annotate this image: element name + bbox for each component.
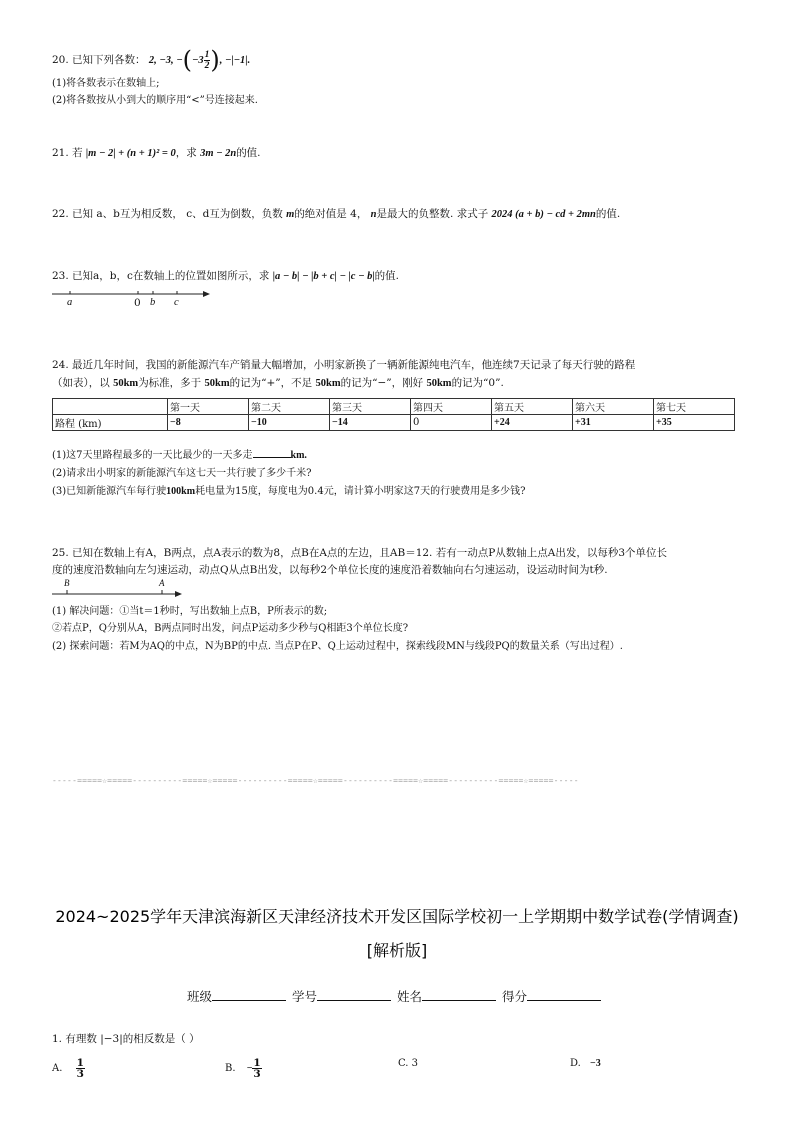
q21-mid: ，求 bbox=[175, 147, 201, 159]
frac-denominator: 3 bbox=[253, 1068, 261, 1080]
score-blank bbox=[527, 989, 601, 1001]
frac-numerator: 1 bbox=[204, 49, 210, 60]
q23-text-b: 的值. bbox=[374, 270, 399, 282]
table-cell bbox=[53, 399, 168, 415]
q24-sub1-unit: km. bbox=[290, 450, 307, 461]
q25-line1: 25. 已知在数轴上有A，B两点，点A表示的数为8，点B在A点的左边，且AB＝12. 若有一动点P从数轴上点A出发，以每秒3个单位长 bbox=[52, 547, 668, 559]
q20-prefix: 20. 已知下列各数： bbox=[52, 54, 146, 66]
q21-prefix: 21. 若 bbox=[52, 147, 86, 159]
frac-denominator: 2 bbox=[204, 60, 210, 71]
q21-target: 3m − 2n bbox=[200, 148, 237, 159]
q24-line1: 24. 最近几年时间，我国的新能源汽车产销量大幅增加，小明家新换了一辆新能源纯电汽车，他连续7天记录了每天行驶的路程 bbox=[52, 359, 636, 371]
mileage-table bbox=[52, 398, 735, 431]
question-20-stem bbox=[52, 46, 250, 74]
name-blank bbox=[422, 989, 496, 1001]
q24-l2-b: 为标准，多于 bbox=[138, 377, 205, 389]
option-b-sign: − bbox=[246, 1063, 253, 1074]
table-cell: 第四天 bbox=[411, 399, 492, 415]
option-a-fraction bbox=[76, 1058, 85, 1079]
table-cell: 第一天 bbox=[168, 399, 249, 415]
q24-sub3-a: (3)已知新能源汽车每行驶 bbox=[52, 486, 167, 497]
q20-numbers-a: 2, −3, − bbox=[148, 55, 183, 66]
option-a-label: A. bbox=[52, 1063, 63, 1074]
q22-expression: 2024 (a + b) − cd + 2mn bbox=[491, 209, 596, 220]
q23-text-a: 23. 已知a，b，c在数轴上的位置如图所示，求 bbox=[52, 270, 273, 282]
origin-label: 0 bbox=[134, 297, 141, 309]
name-label: 姓名 bbox=[397, 989, 423, 1004]
km50-b: 50km bbox=[204, 378, 230, 389]
question-21 bbox=[52, 145, 261, 160]
q24-l2-c: 的记为“+”，不足 bbox=[229, 377, 316, 389]
table-cell: 第五天 bbox=[492, 399, 573, 415]
section-divider: -----=====☆=====----------=====☆=====----------=====☆=====----------=====☆=====----------=====☆=====----- bbox=[52, 776, 579, 785]
frac-denominator: 3 bbox=[76, 1068, 84, 1080]
table-cell: +35 bbox=[654, 415, 735, 431]
q20-sub2: (2)将各数按从小到大的顺序用“<”号连接起来. bbox=[52, 95, 258, 106]
left-paren: ( bbox=[182, 46, 192, 74]
table-header-row bbox=[53, 399, 735, 415]
table-cell: 路程 (km) bbox=[53, 415, 168, 431]
option-d-label: D. bbox=[570, 1058, 581, 1069]
q24-l2-e: 的记为“0”. bbox=[451, 377, 504, 389]
km100: 100km bbox=[166, 486, 196, 497]
id-label: 学号 bbox=[291, 989, 317, 1004]
q24-l2-a: （如表），以 bbox=[52, 377, 114, 389]
option-b[interactable] bbox=[225, 1058, 262, 1079]
option-c[interactable]: C. 3 bbox=[398, 1058, 419, 1069]
answer-blank bbox=[253, 448, 291, 458]
q22-text-c: 是最大的负整数. 求式子 bbox=[376, 208, 492, 220]
q24-sub3 bbox=[52, 482, 525, 497]
q22-m: m bbox=[286, 209, 295, 220]
frac-numerator: 1 bbox=[253, 1057, 261, 1069]
q22-n: n bbox=[370, 209, 377, 220]
q23-expression: |a − b| − |b + c| − |c − b| bbox=[272, 271, 375, 282]
class-label: 班级 bbox=[186, 989, 212, 1004]
table-cell: 0 bbox=[411, 415, 492, 431]
q20-numbers-b: −3 bbox=[192, 55, 204, 66]
option-a[interactable] bbox=[52, 1058, 85, 1079]
table-cell: −14 bbox=[330, 415, 411, 431]
q25-number-line bbox=[50, 578, 186, 600]
q22-text-b: 的绝对值是 4， bbox=[294, 208, 371, 220]
q24-line2 bbox=[52, 375, 504, 390]
right-paren: ) bbox=[210, 46, 220, 74]
point-a-label: a bbox=[67, 297, 73, 308]
score-label: 得分 bbox=[502, 989, 528, 1004]
option-b-fraction bbox=[252, 1058, 261, 1079]
point-A-label: A bbox=[159, 578, 165, 588]
page-title: 2024~2025学年天津滨海新区天津经济技术开发区国际学校初一上学期期中数学试卷(学情调查)[解析版] bbox=[55, 907, 739, 960]
option-b-label: B. bbox=[225, 1063, 236, 1074]
question-22 bbox=[52, 206, 620, 221]
q25-line2: 度的速度沿数轴向左匀速运动，动点Q从点B出发，以每秒2个单位长度的速度沿着数轴向右匀速运动，设运动时间为t秒. bbox=[52, 564, 608, 576]
q24-l2-d: 的记为“−”，刚好 bbox=[340, 377, 427, 389]
q24-sub3-b: 耗电量为15度，每度电为0.4元，请计算小明家这7天的行驶费用是多少钱? bbox=[195, 486, 526, 497]
table-row bbox=[53, 415, 735, 431]
table-cell: +31 bbox=[573, 415, 654, 431]
table-cell: 第六天 bbox=[573, 399, 654, 415]
option-d[interactable] bbox=[570, 1058, 601, 1069]
option-d-value: −3 bbox=[590, 1058, 601, 1069]
q22-text-a: 22. 已知 a、b互为相反数， c、d互为倒数，负数 bbox=[52, 208, 287, 220]
table-cell: 第二天 bbox=[249, 399, 330, 415]
question-23 bbox=[52, 268, 399, 283]
q25-sub1: (1) 解决问题：①当t＝1秒时，写出数轴上点B，P所表示的数; bbox=[52, 606, 328, 617]
q24-sub2: (2)请求出小明家的新能源汽车这七天一共行驶了多少千米? bbox=[52, 468, 312, 479]
student-info-row bbox=[0, 987, 794, 1005]
class-blank bbox=[212, 989, 286, 1001]
q25-sub2: ②若点P，Q分别从A，B两点同时出发，问点P运动多少秒与Q相距3个单位长度? bbox=[52, 623, 409, 634]
table-cell: 第三天 bbox=[330, 399, 411, 415]
table-cell: 第七天 bbox=[654, 399, 735, 415]
q20-numbers-c: , −|−1|. bbox=[219, 55, 251, 66]
point-b-label: b bbox=[150, 297, 156, 308]
q21-suffix: 的值. bbox=[236, 147, 261, 159]
q25-sub3: (2) 探索问题：若M为AQ的中点，N为BP的中点. 当点P在P、Q上运动过程中，探索线段MN与线段PQ的数量关系（写出过程）. bbox=[52, 641, 623, 652]
q24-sub1 bbox=[52, 446, 307, 461]
km50-d: 50km bbox=[426, 378, 452, 389]
q24-sub1-text: (1)这7天里路程最多的一天比最少的一天多走 bbox=[52, 450, 253, 461]
point-c-label: c bbox=[174, 297, 179, 308]
table-cell: +24 bbox=[492, 415, 573, 431]
q22-text-d: 的值. bbox=[595, 208, 621, 220]
point-B-label: B bbox=[64, 578, 70, 588]
table-cell: −8 bbox=[168, 415, 249, 431]
frac-numerator: 1 bbox=[76, 1057, 84, 1069]
table-cell: −10 bbox=[249, 415, 330, 431]
km50-a: 50km bbox=[113, 378, 139, 389]
question-1-stem: 1. 有理数 |−3|的相反数是（ ） bbox=[52, 1033, 200, 1045]
id-blank bbox=[317, 989, 391, 1001]
km50-c: 50km bbox=[315, 378, 341, 389]
q20-sub1: (1)将各数表示在数轴上; bbox=[52, 78, 160, 89]
q21-equation: |m − 2| + (n + 1)² = 0 bbox=[85, 148, 176, 159]
